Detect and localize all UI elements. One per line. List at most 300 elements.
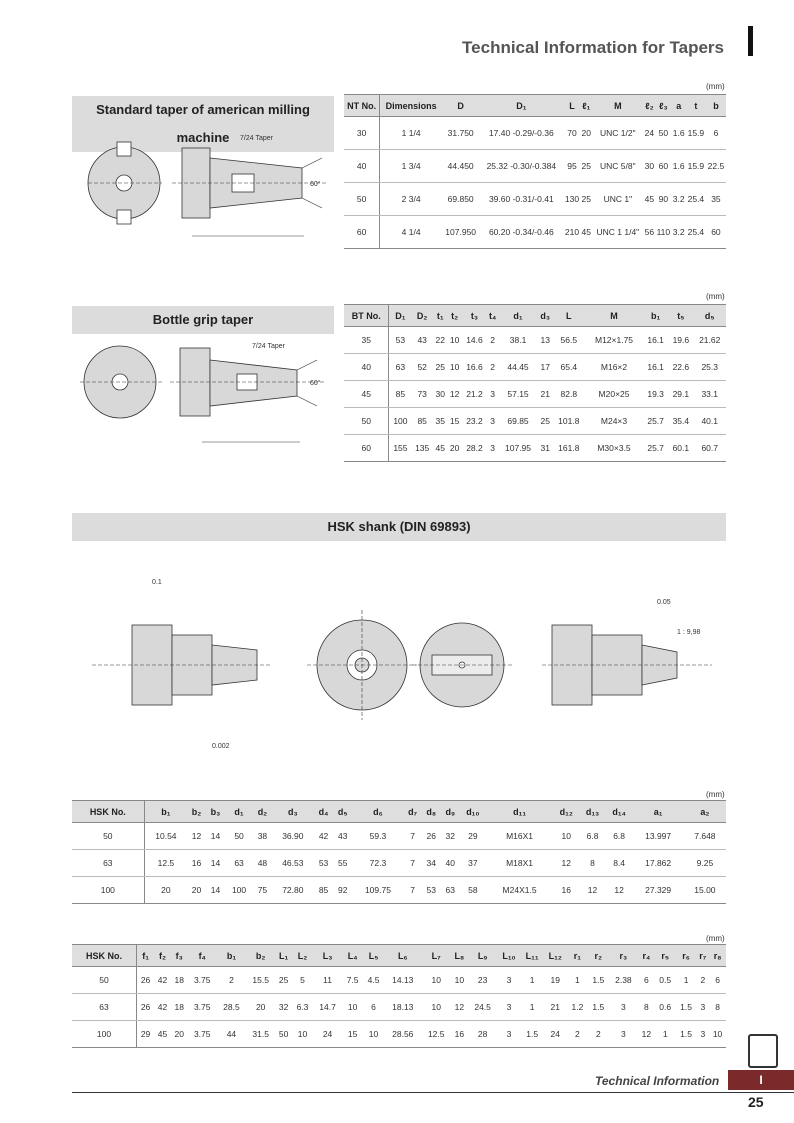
table-row [344,216,726,249]
section-title-hsk: HSK shank (DIN 69893) [72,513,726,541]
col-header: b₃ [206,801,225,823]
table-cell: 69.850 [442,183,479,216]
table-cell: 10 [553,823,579,850]
unit-label-4: (mm) [706,934,725,943]
table-cell: 25.32 -0.30/-0.384 [479,150,563,183]
col-header: D₂ [411,305,433,327]
table-cell: 50 [275,1021,292,1048]
table-cell: 53 [422,877,441,904]
table-cell: 16.6 [462,354,487,381]
table-cell: 20 [187,877,206,904]
table-cell: 42 [314,823,333,850]
footer-rule [72,1092,794,1093]
col-header: L₁₂ [544,945,567,967]
table-cell: 38 [253,823,272,850]
table-cell: 1 3/4 [380,150,442,183]
table-cell: 1 [521,994,544,1021]
table-cell: 1 [655,1021,676,1048]
table-cell: 82.8 [553,381,585,408]
table-cell: 10 [709,1021,726,1048]
table-cell: 3 [487,381,498,408]
col-header: f₁ [137,945,155,967]
table-cell: 100 [72,1021,137,1048]
table-cell: 16 [553,877,579,904]
table-row [344,183,726,216]
table-cell: 31.750 [442,117,479,150]
table-cell: 29 [137,1021,155,1048]
hsk-table-1 [72,800,726,904]
table-cell: 15.9 [686,150,706,183]
table-cell: 40 [344,354,389,381]
footer-section: I [728,1070,794,1090]
col-header: L₁ [275,945,292,967]
col-header: r₆ [676,945,697,967]
table-cell: 2 [217,967,246,994]
table-cell: 60.7 [693,435,726,462]
table-cell: 60 [344,216,380,249]
table-cell: 44.450 [442,150,479,183]
table-cell: 1 [521,967,544,994]
table-cell: 12 [638,1021,655,1048]
hsk-tol1: 0.1 [152,579,162,586]
col-header: ℓ₂ [644,95,655,117]
col-header: a₁ [632,801,683,823]
col-header: b₂ [246,945,275,967]
col-header: L₇ [422,945,451,967]
table-cell: 20 [581,117,592,150]
table-cell: 3 [487,408,498,435]
table-cell: 13.997 [632,823,683,850]
table-cell: 34 [422,850,441,877]
table-row [344,117,726,150]
col-header: r₅ [655,945,676,967]
table-cell: 24 [644,117,655,150]
table-cell: 56.5 [553,327,585,354]
american-taper-drawing [72,128,334,248]
table-cell: 35.4 [668,408,693,435]
table-cell: 2 3/4 [380,183,442,216]
table-cell: 25.3 [693,354,726,381]
table-cell: 73 [411,381,433,408]
col-header: b₁ [643,305,668,327]
table-cell: 48 [253,850,272,877]
col-header: f₃ [171,945,188,967]
table-cell: 6.8 [579,823,605,850]
table-row [344,327,726,354]
table-cell: 101.8 [553,408,585,435]
col-header: HSK No. [72,801,144,823]
table-cell: 52 [411,354,433,381]
table-cell: 32 [275,994,292,1021]
table-cell: 13 [538,327,553,354]
table-cell: 16.1 [643,327,668,354]
table-cell: 63 [389,354,411,381]
table-cell: 7.648 [684,823,726,850]
table-cell: 3 [497,1021,520,1048]
col-header: M [585,305,643,327]
table-cell: 100 [225,877,253,904]
hsk-ratio: 1 : 9,98 [677,629,701,636]
col-header: d₉ [441,801,460,823]
table-cell: 9.25 [684,850,726,877]
table-cell: M12×1.75 [585,327,643,354]
col-header: b [706,95,726,117]
table-cell: 92 [333,877,352,904]
table-cell: 26 [137,967,155,994]
col-header: r₈ [709,945,726,967]
table-cell: 8 [638,994,655,1021]
table-cell: 10 [422,967,451,994]
table-cell: M24X1.5 [486,877,553,904]
table-cell: 50 [225,823,253,850]
table-cell: 45 [644,183,655,216]
table-cell: 3 [497,994,520,1021]
table-cell: 42 [154,967,171,994]
table-cell: UNC 1" [592,183,644,216]
table-cell: 5 [292,967,313,994]
table-cell: 26 [422,823,441,850]
table-cell: 28 [468,1021,497,1048]
col-header: d₅ [693,305,726,327]
table-cell: 60 [344,435,389,462]
table-cell: 44.45 [498,354,538,381]
american-taper-table [344,94,726,249]
hsk-tol3: 0.002 [212,743,230,750]
table-cell: 16 [187,850,206,877]
col-header: L₆ [384,945,422,967]
table-cell: 15.5 [246,967,275,994]
table-cell: 130 [563,183,580,216]
col-header: d₁₃ [579,801,605,823]
table-row [344,150,726,183]
col-header: L₈ [451,945,468,967]
table-cell: 21.62 [693,327,726,354]
table-cell: 95 [563,150,580,183]
table-cell: 25 [275,967,292,994]
table-cell: M18X1 [486,850,553,877]
col-header: r₃ [609,945,638,967]
table-cell: 21 [544,994,567,1021]
col-header: d₁ [225,801,253,823]
table-cell: 12.5 [144,850,187,877]
table-cell: 17 [538,354,553,381]
table-cell: 161.8 [553,435,585,462]
table-cell: 8 [709,994,726,1021]
table-cell: 45 [581,216,592,249]
table-cell: 100 [72,877,144,904]
table-cell: 2 [588,1021,609,1048]
col-header: d₈ [422,801,441,823]
table-cell: 2 [697,967,710,994]
table-cell: 37 [460,850,486,877]
table-cell: 18.13 [384,994,422,1021]
table-cell: 16 [451,1021,468,1048]
table-cell: 6.8 [606,823,633,850]
table-cell: 10.54 [144,823,187,850]
table-cell: 3 [487,435,498,462]
table-cell: M24×3 [585,408,643,435]
table-cell: 12 [451,994,468,1021]
table-cell: 24 [313,1021,342,1048]
table-cell: 21.2 [462,381,487,408]
col-header: L₁₁ [521,945,544,967]
table-cell: 56 [644,216,655,249]
table-cell: 1 [567,967,588,994]
bottle-grip-drawing [72,338,334,454]
table-cell: 10 [292,1021,313,1048]
table-cell: 31.5 [246,1021,275,1048]
table-cell: 18 [171,967,188,994]
col-header: D₁ [479,95,563,117]
table-cell: 3 [497,967,520,994]
table-cell: 22.6 [668,354,693,381]
col-header: L₁₀ [497,945,520,967]
table-cell: 100 [389,408,411,435]
table-cell: M20×25 [585,381,643,408]
table-cell: UNC 5/8" [592,150,644,183]
table-cell: 55 [333,850,352,877]
table-cell: 12 [579,877,605,904]
col-header: b₁ [144,801,187,823]
table-cell: 53 [314,850,333,877]
table-row [72,823,726,850]
unit-label: (mm) [706,82,725,91]
table-cell: 8 [579,850,605,877]
col-header: r₄ [638,945,655,967]
table-cell: 15.00 [684,877,726,904]
table-cell: 7.5 [342,967,363,994]
col-header: L₅ [363,945,384,967]
table-row [72,877,726,904]
table-cell: 6 [363,994,384,1021]
table-cell: 6 [638,967,655,994]
table-row [344,408,726,435]
table-cell: 155 [389,435,411,462]
table-cell: 30 [644,150,655,183]
col-header: L₃ [313,945,342,967]
table-cell: 1 [676,967,697,994]
table-cell: 25 [433,354,447,381]
table-cell: 135 [411,435,433,462]
table-cell: 15 [447,408,461,435]
table-cell: 25 [581,150,592,183]
table-cell: 24 [544,1021,567,1048]
table-cell: 27.329 [632,877,683,904]
table-cell: 0.5 [655,967,676,994]
table-row [72,994,726,1021]
table-cell: 2 [487,327,498,354]
table-cell: 53 [389,327,411,354]
col-header: L₂ [292,945,313,967]
table-cell: M16×2 [585,354,643,381]
table-row [72,1021,726,1048]
bottle-grip-table [344,304,726,462]
table-row [344,354,726,381]
table-cell: 18 [171,994,188,1021]
table-cell: 35 [706,183,726,216]
table-cell: 3.2 [672,216,686,249]
table-cell: 17.862 [632,850,683,877]
table-cell: 43 [411,327,433,354]
table-cell: 63 [72,850,144,877]
table-cell: 30 [344,117,380,150]
header-bar [748,26,753,56]
col-header: ℓ₃ [655,95,671,117]
table-cell: 25.7 [643,408,668,435]
table-cell: M16X1 [486,823,553,850]
table-cell: 16.1 [643,354,668,381]
table-cell: 63 [225,850,253,877]
table-cell: 3.75 [188,1021,217,1048]
table-cell: 28.5 [217,994,246,1021]
table-cell: 1.5 [676,994,697,1021]
table-cell: 60.20 -0.34/-0.46 [479,216,563,249]
table-cell: 1.5 [588,967,609,994]
col-header: BT No. [344,305,389,327]
table-cell: 20 [246,994,275,1021]
col-header: r₂ [588,945,609,967]
table-row [344,381,726,408]
table-cell: 43 [333,823,352,850]
table-cell: 22.5 [706,150,726,183]
table-cell: 69.85 [498,408,538,435]
table-cell: 33.1 [693,381,726,408]
col-header: t₄ [487,305,498,327]
table-cell: 15 [342,1021,363,1048]
table-cell: 11 [313,967,342,994]
col-header: d₇ [404,801,422,823]
table-cell: 14 [206,823,225,850]
table-cell: 30 [433,381,447,408]
col-header: M [592,95,644,117]
table-cell: 12 [606,877,633,904]
angle-label: 60° [310,181,321,188]
table-cell: 14 [206,877,225,904]
table-cell: 40 [344,150,380,183]
table-cell: 14.6 [462,327,487,354]
table-cell: 10 [363,1021,384,1048]
table-cell: 210 [563,216,580,249]
col-header: f₂ [154,945,171,967]
table-cell: 109.75 [352,877,403,904]
table-row [72,967,726,994]
table-cell: 10 [447,327,461,354]
table-cell: 50 [72,823,144,850]
table-cell: 20 [144,877,187,904]
table-cell: 40 [441,850,460,877]
table-cell: 12 [187,823,206,850]
table-cell: 28.2 [462,435,487,462]
table-cell: 107.95 [498,435,538,462]
table-cell: 12.5 [422,1021,451,1048]
table-cell: 19.3 [643,381,668,408]
col-header: b₂ [187,801,206,823]
table-cell: 110 [655,216,671,249]
table-cell: 25 [581,183,592,216]
table-cell: 40.1 [693,408,726,435]
table-cell: 21 [538,381,553,408]
table-cell: 25.4 [686,216,706,249]
table-cell: 3 [609,1021,638,1048]
table-cell: 12 [553,850,579,877]
col-header: L [563,95,580,117]
table-cell: 6.3 [292,994,313,1021]
table-cell: 65.4 [553,354,585,381]
taper-label: 7/24 Taper [240,135,273,142]
table-cell: 22 [433,327,447,354]
table-cell: 1.2 [567,994,588,1021]
table-cell: 32 [441,823,460,850]
col-header: t₃ [462,305,487,327]
table-cell: 6 [709,967,726,994]
notebook-icon [748,1034,778,1068]
hsk-table-2 [72,944,726,1048]
table-cell: 60 [706,216,726,249]
table-cell: 1.6 [672,150,686,183]
table-cell: 2 [487,354,498,381]
table-cell: 3 [697,994,710,1021]
col-header: t [686,95,706,117]
table-cell: 14.13 [384,967,422,994]
table-cell: 50 [72,967,137,994]
table-cell: 20 [171,1021,188,1048]
table-cell: 14.7 [313,994,342,1021]
col-header: d₅ [333,801,352,823]
table-cell: 75 [253,877,272,904]
col-header: r₁ [567,945,588,967]
col-header: d₁₁ [486,801,553,823]
table-cell: 38.1 [498,327,538,354]
table-cell: 46.53 [272,850,314,877]
table-cell: 1.5 [588,994,609,1021]
unit-label-2: (mm) [706,292,725,301]
table-cell: 60 [655,150,671,183]
table-cell: 25.4 [686,183,706,216]
table-cell: 1.5 [676,1021,697,1048]
table-cell: 57.15 [498,381,538,408]
table-cell: 1.6 [672,117,686,150]
table-cell: 19 [544,967,567,994]
table-cell: 35 [433,408,447,435]
table-cell: 26 [137,994,155,1021]
table-cell: UNC 1/2" [592,117,644,150]
table-cell: 3 [609,994,638,1021]
table-cell: 19.6 [668,327,693,354]
table-cell: 4.5 [363,967,384,994]
hsk-tol2: 0.05 [657,599,671,606]
col-header: L₉ [468,945,497,967]
bottle-angle-label: 60° [310,380,321,387]
table-cell: 14 [206,850,225,877]
col-header: HSK No. [72,945,137,967]
col-header: L [553,305,585,327]
table-cell: 6 [706,117,726,150]
table-cell: 72.3 [352,850,403,877]
table-cell: 50 [344,183,380,216]
col-header: a₂ [684,801,726,823]
hsk-drawings [72,570,732,760]
col-header: d₁₄ [606,801,633,823]
col-header: t₂ [447,305,461,327]
table-cell: 45 [154,1021,171,1048]
col-header: d₁₀ [460,801,486,823]
table-cell: 7 [404,823,422,850]
col-header: t₁ [433,305,447,327]
section-title-bottle-grip: Bottle grip taper [72,306,334,334]
table-cell: 2 [567,1021,588,1048]
table-cell: 85 [314,877,333,904]
col-header: d₁₂ [553,801,579,823]
